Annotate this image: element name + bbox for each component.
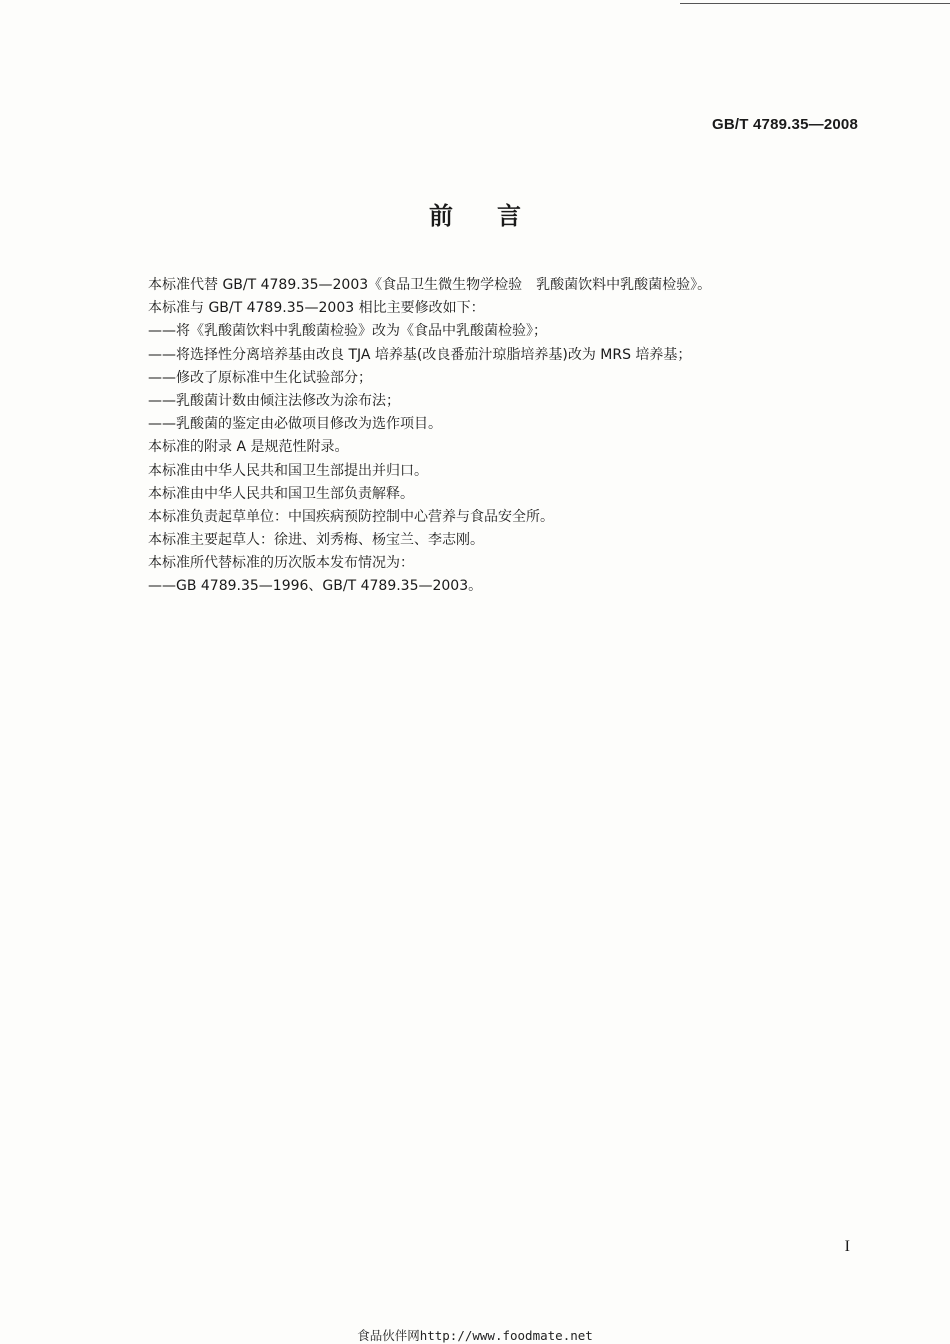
paragraph-line: 本标准负责起草单位：中国疾病预防控制中心营养与食品安全所。 (148, 508, 554, 525)
footer-watermark: 食品伙伴网http://www.foodmate.net (357, 1328, 593, 1343)
scan-edge-line (680, 3, 950, 4)
body-text (148, 274, 868, 599)
paragraph-line: 本标准的附录 A 是规范性附录。 (148, 439, 349, 456)
paragraph-line: ——GB 4789.35—1996、GB/T 4789.35—2003。 (148, 578, 483, 595)
paragraph-line: 本标准由中华人民共和国卫生部负责解释。 (148, 485, 414, 502)
paragraph-line: ——将《乳酸菌饮料中乳酸菌检验》改为《食品中乳酸菌检验》； (148, 323, 547, 340)
paragraph-line: ——乳酸菌的鉴定由必做项目修改为选作项目。 (148, 416, 442, 433)
page-number: I (844, 1238, 850, 1255)
paragraph-line: 本标准代替 GB/T 4789.35—2003《食品卫生微生物学检验 乳酸菌饮料中乳酸菌检验》。 (148, 277, 712, 293)
paragraph-line: 本标准所代替标准的历次版本发布情况为： (148, 555, 414, 572)
paragraph-line: 本标准由中华人民共和国卫生部提出并归口。 (148, 462, 428, 479)
paragraph-line: ——修改了原标准中生化试验部分； (148, 369, 372, 386)
paragraph-line: 本标准主要起草人：徐进、刘秀梅、杨宝兰、李志刚。 (148, 532, 484, 549)
paragraph-line: ——乳酸菌计数由倾注法修改为涂布法； (148, 392, 400, 409)
page-title: 前言 (429, 202, 565, 230)
standard-number: GB/T 4789.35—2008 (712, 116, 858, 133)
paragraph-line: 本标准与 GB/T 4789.35—2003 相比主要修改如下： (148, 300, 485, 317)
paragraph-line: ——将选择性分离培养基由改良 TJA 培养基(改良番茄汁琼脂培养基)改为 MRS 培养基； (148, 346, 692, 363)
